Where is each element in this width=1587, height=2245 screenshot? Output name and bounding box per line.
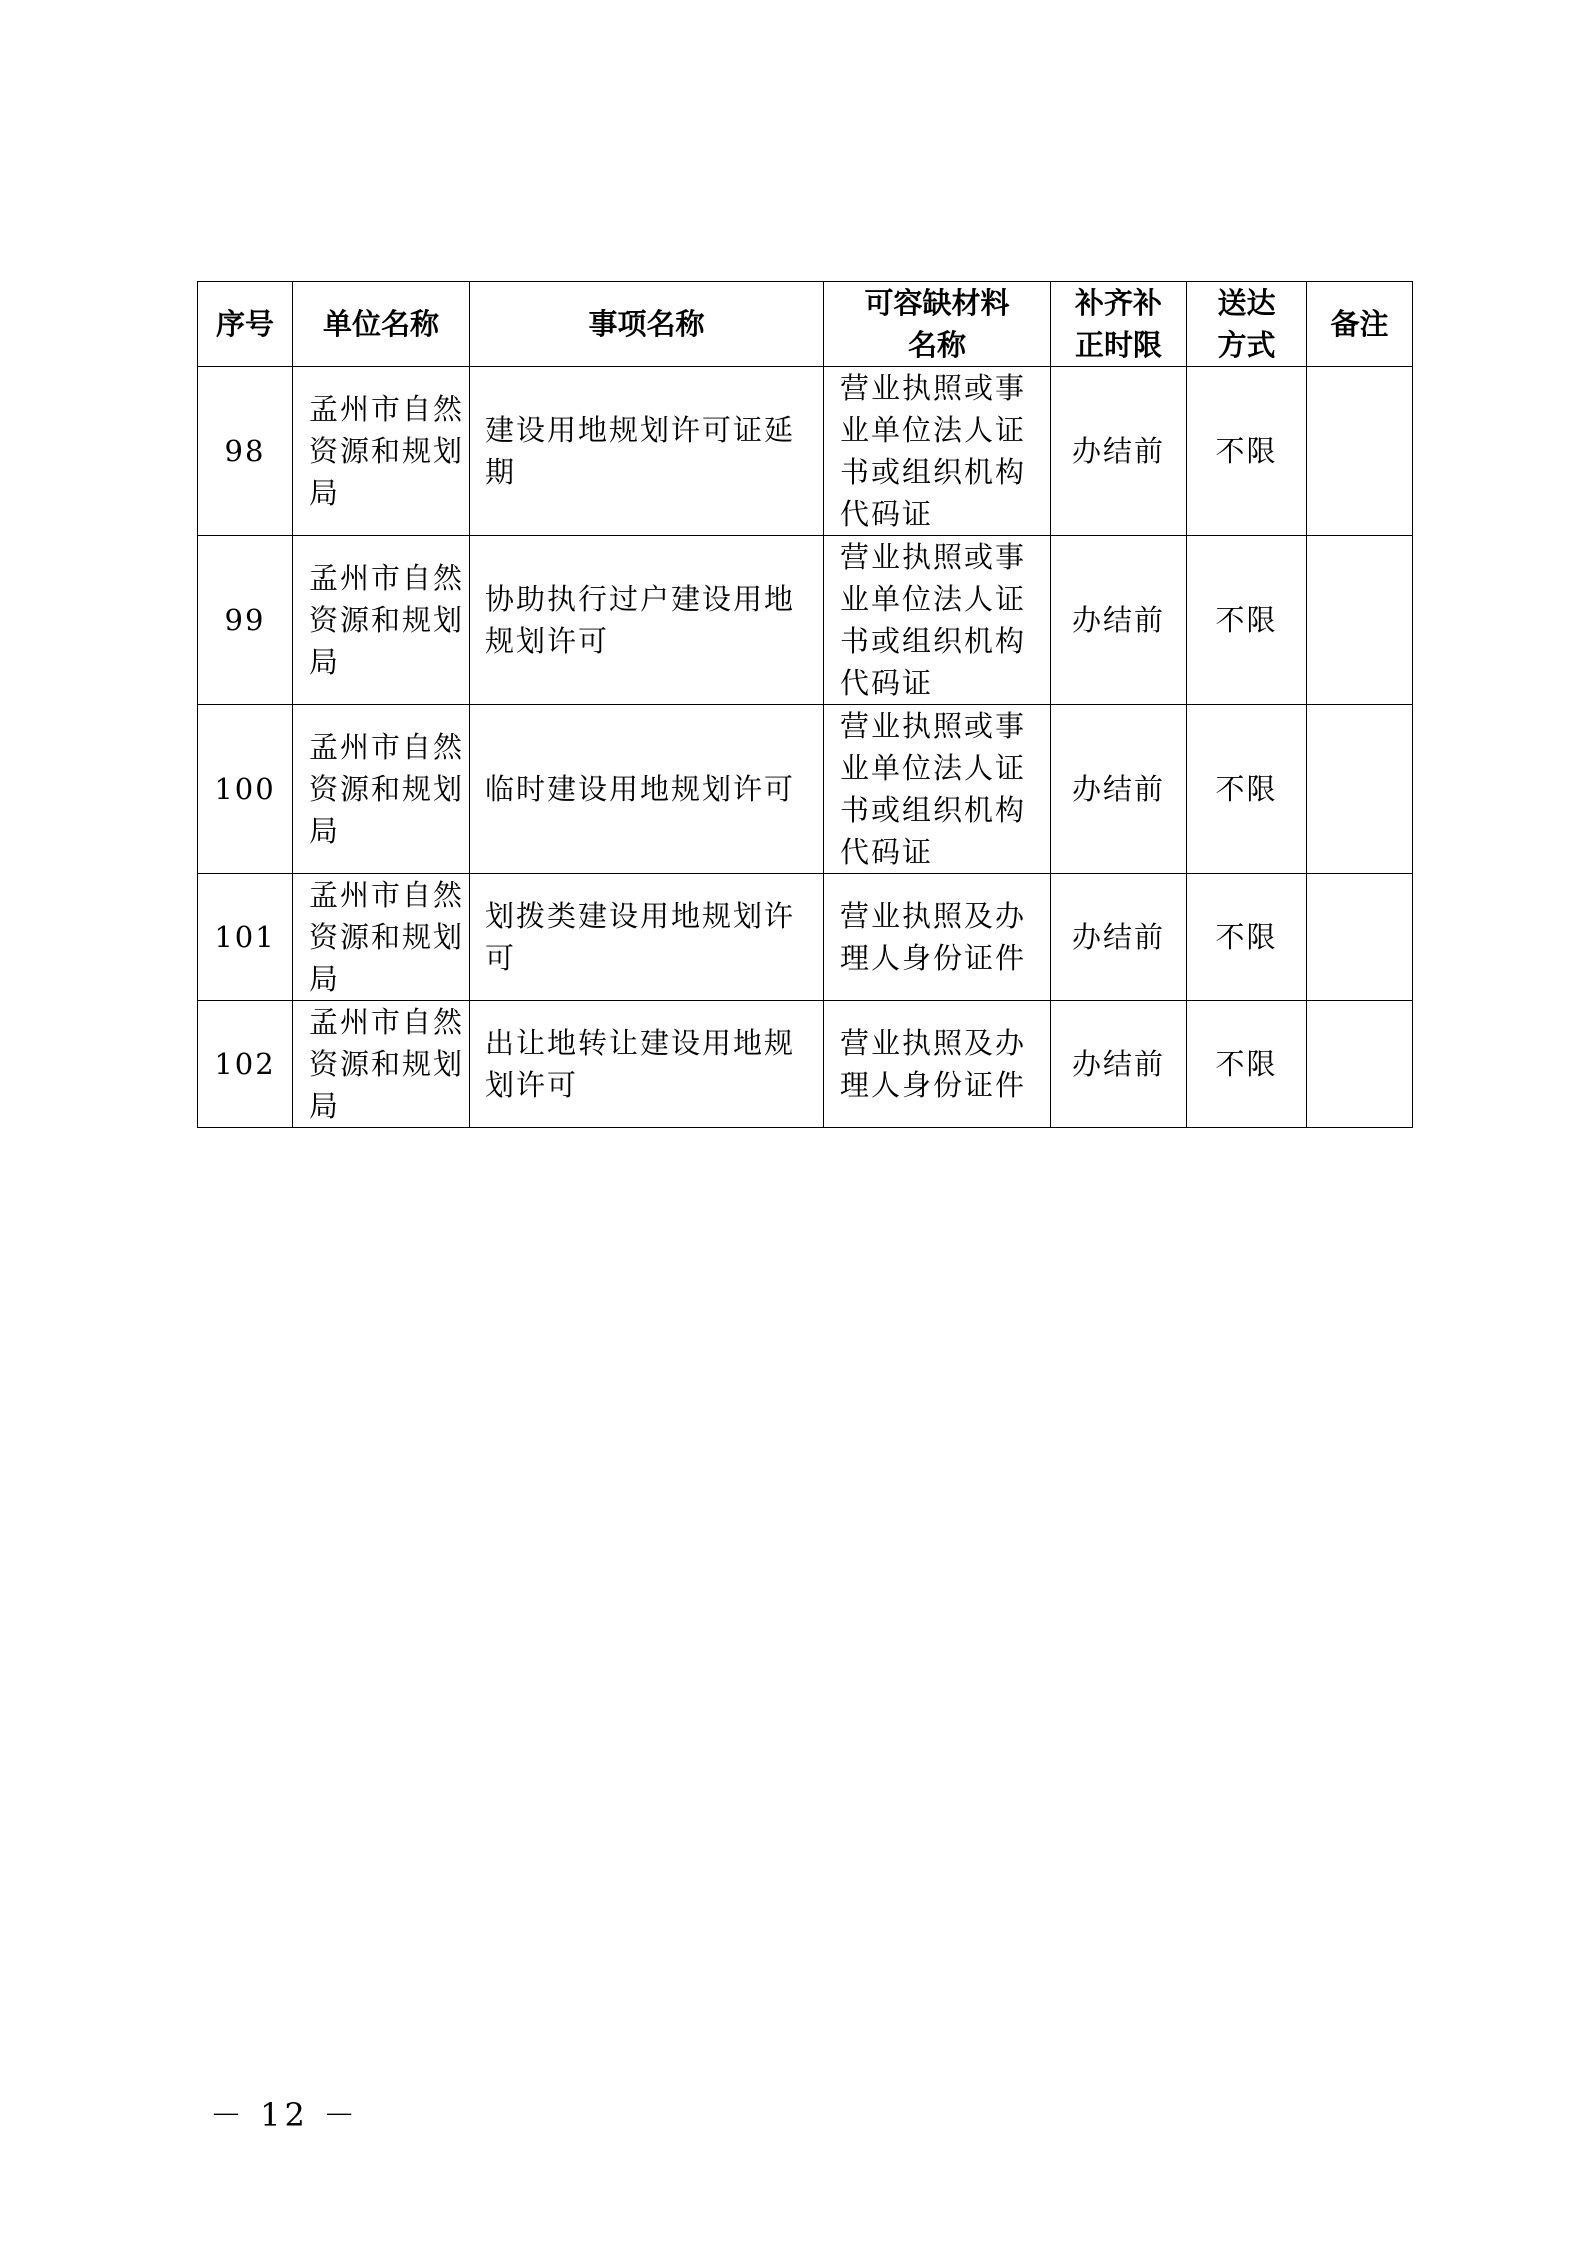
cell-delivery: 不限 (1187, 1001, 1307, 1128)
cell-note (1307, 874, 1413, 1001)
header-unit: 单位名称 (293, 282, 470, 367)
table-row (198, 1001, 1413, 1128)
cell-limit: 办结前 (1051, 874, 1187, 1001)
cell-materials: 营业执照或事业单位法人证书或组织机构代码证 (824, 367, 1051, 536)
header-note: 备注 (1307, 282, 1413, 367)
table-row (198, 367, 1413, 536)
cell-limit: 办结前 (1051, 1001, 1187, 1128)
cell-materials: 营业执照或事业单位法人证书或组织机构代码证 (824, 536, 1051, 705)
cell-item: 建设用地规划许可证延期 (470, 367, 824, 536)
header-item: 事项名称 (470, 282, 824, 367)
items-table (197, 281, 1413, 1128)
table-row (198, 536, 1413, 705)
cell-no: 99 (198, 536, 293, 705)
table-header-row (198, 282, 1413, 367)
cell-delivery: 不限 (1187, 536, 1307, 705)
cell-limit: 办结前 (1051, 367, 1187, 536)
cell-item: 协助执行过户建设用地规划许可 (470, 536, 824, 705)
page-number: － 12 － (210, 2096, 360, 2134)
cell-item: 出让地转让建设用地规划许可 (470, 1001, 824, 1128)
header-delivery: 送达 方式 (1187, 282, 1307, 367)
header-limit: 补齐补 正时限 (1051, 282, 1187, 367)
header-materials: 可容缺材料 名称 (824, 282, 1051, 367)
cell-item: 划拨类建设用地规划许可 (470, 874, 824, 1001)
cell-note (1307, 536, 1413, 705)
cell-note (1307, 705, 1413, 874)
cell-materials: 营业执照或事业单位法人证书或组织机构代码证 (824, 705, 1051, 874)
cell-delivery: 不限 (1187, 874, 1307, 1001)
cell-unit: 孟州市自然资源和规划局 (293, 536, 470, 705)
cell-no: 98 (198, 367, 293, 536)
cell-materials: 营业执照及办理人身份证件 (824, 1001, 1051, 1128)
cell-limit: 办结前 (1051, 536, 1187, 705)
cell-unit: 孟州市自然资源和规划局 (293, 874, 470, 1001)
cell-no: 100 (198, 705, 293, 874)
table-row (198, 874, 1413, 1001)
cell-unit: 孟州市自然资源和规划局 (293, 1001, 470, 1128)
table-row (198, 705, 1413, 874)
cell-unit: 孟州市自然资源和规划局 (293, 367, 470, 536)
cell-delivery: 不限 (1187, 705, 1307, 874)
cell-no: 102 (198, 1001, 293, 1128)
cell-item: 临时建设用地规划许可 (470, 705, 824, 874)
header-no: 序号 (198, 282, 293, 367)
cell-note (1307, 367, 1413, 536)
cell-limit: 办结前 (1051, 705, 1187, 874)
cell-unit: 孟州市自然资源和规划局 (293, 705, 470, 874)
cell-note (1307, 1001, 1413, 1128)
cell-delivery: 不限 (1187, 367, 1307, 536)
cell-materials: 营业执照及办理人身份证件 (824, 874, 1051, 1001)
cell-no: 101 (198, 874, 293, 1001)
